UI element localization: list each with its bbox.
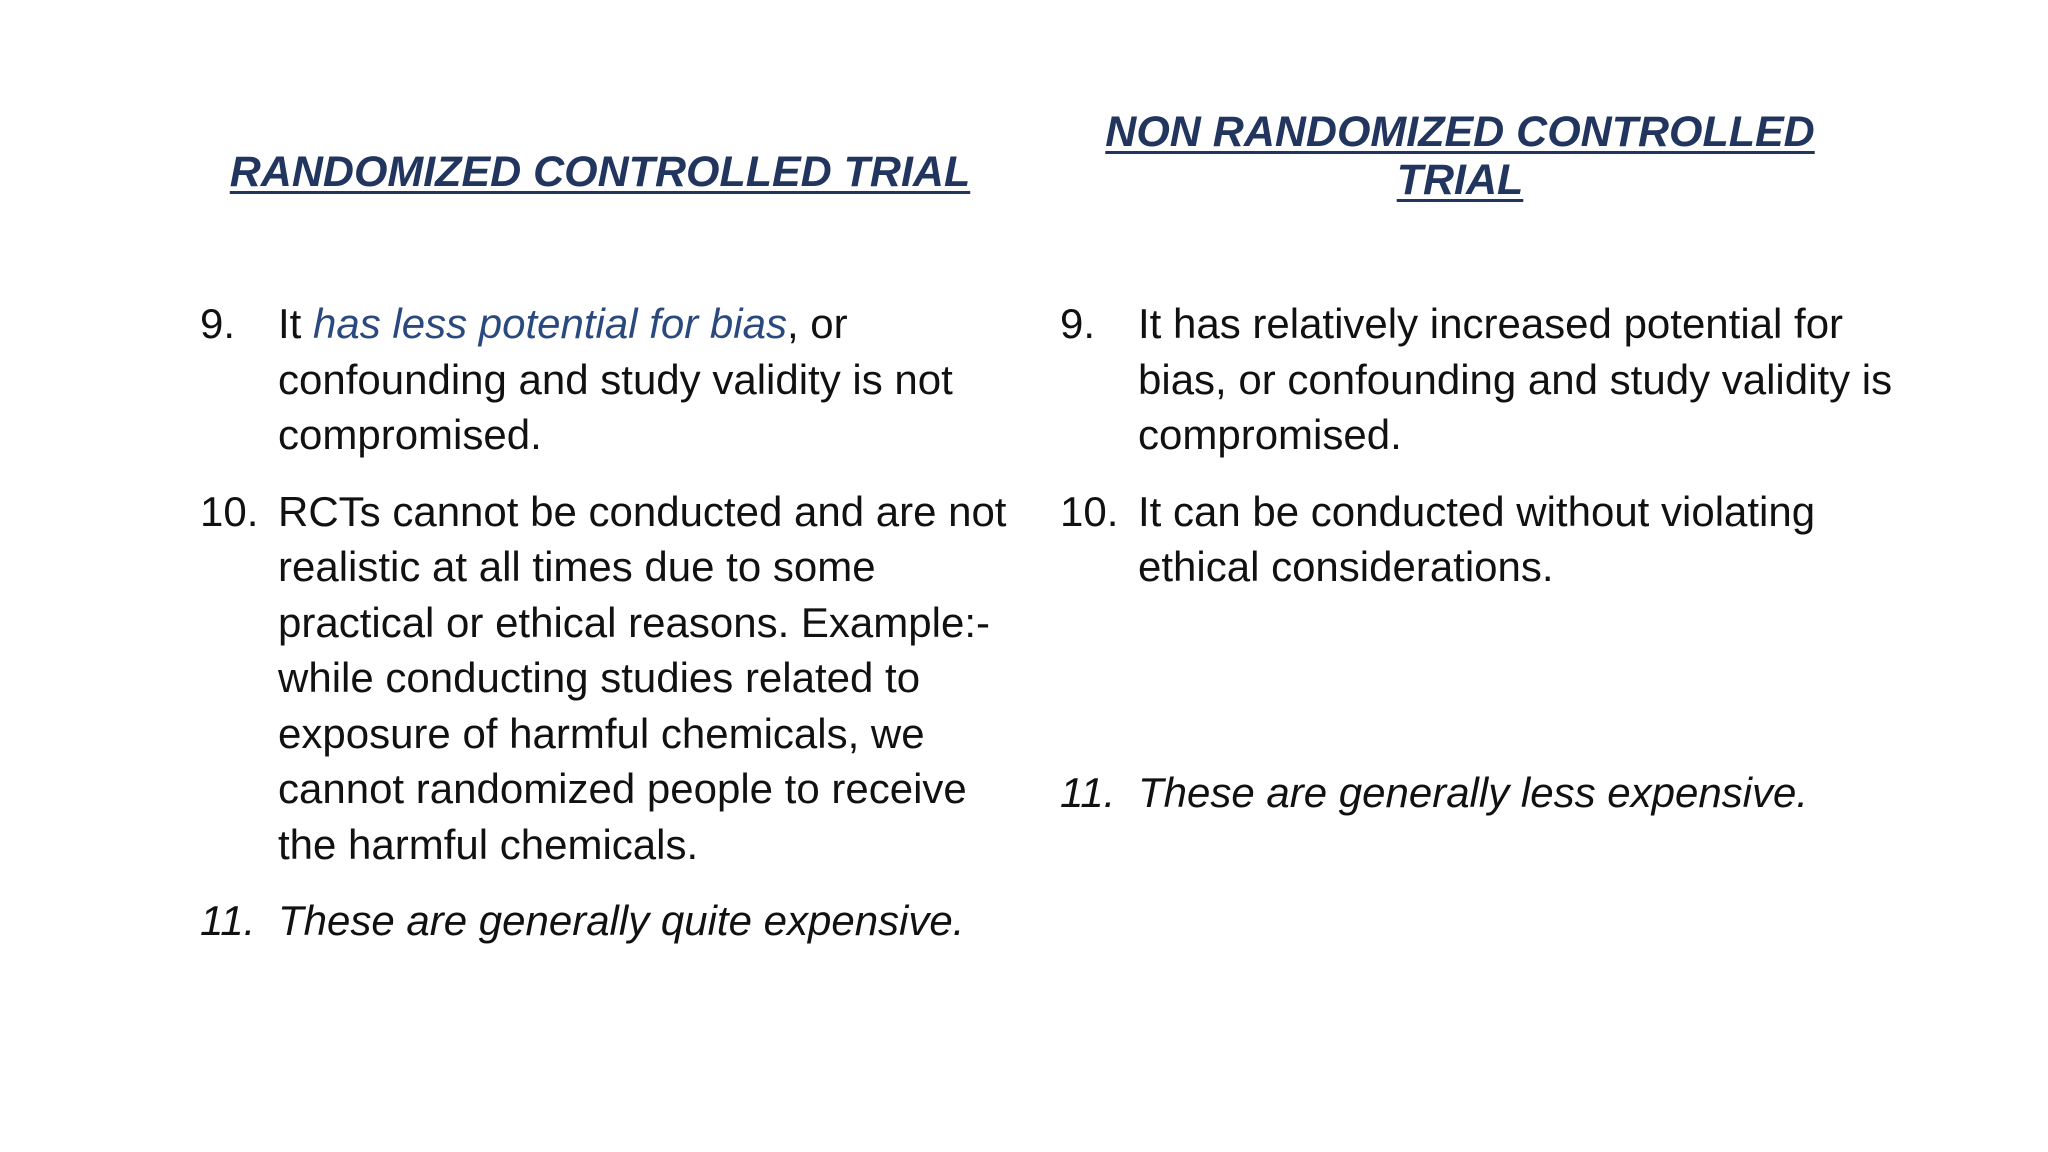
point-text: These are generally quite expensive. [278, 897, 965, 944]
point-number: 10. [200, 487, 259, 535]
point-text: It has relatively increased potential for bias, or confounding and study validity is compromised. [1138, 300, 1893, 458]
rct-point-11 [200, 893, 1020, 949]
non-rct-point-11 [1060, 765, 1900, 821]
non-rct-point-9 [1060, 296, 1900, 463]
rct-points-list [200, 296, 1020, 970]
point-number: 10. [1060, 487, 1119, 535]
non-rct-points-list [1060, 296, 1900, 841]
rct-point-9 [200, 296, 1020, 463]
non-rct-point-10 [1060, 484, 1900, 595]
rct-point-10 [200, 484, 1020, 873]
point-number: 11. [1060, 768, 1116, 816]
point-number: 9. [1060, 300, 1096, 347]
point-text: These are generally less expensive. [1138, 768, 1809, 816]
non-rct-heading: NON RANDOMIZED CONTROLLED TRIAL [1105, 108, 1815, 204]
point-number: 9. [200, 300, 236, 347]
point-text: RCTs cannot be conducted and are not realistic at all times due to some practical or ethical reasons. Example:- while conducting studies related to exposure of harmful chemicals, we cannot randomized people to receive the harmful chemicals. [278, 487, 1007, 868]
point-text-end: , or confounding and study validity is not compromised. [278, 300, 953, 458]
point-number: 11. [200, 897, 256, 944]
rct-heading: RANDOMIZED CONTROLLED TRIAL [229, 148, 971, 196]
point-text-start: It [278, 300, 314, 347]
point-highlight: has less potential for bias [313, 300, 787, 347]
point-text: It can be conducted without violating ethical considerations. [1138, 487, 1816, 590]
